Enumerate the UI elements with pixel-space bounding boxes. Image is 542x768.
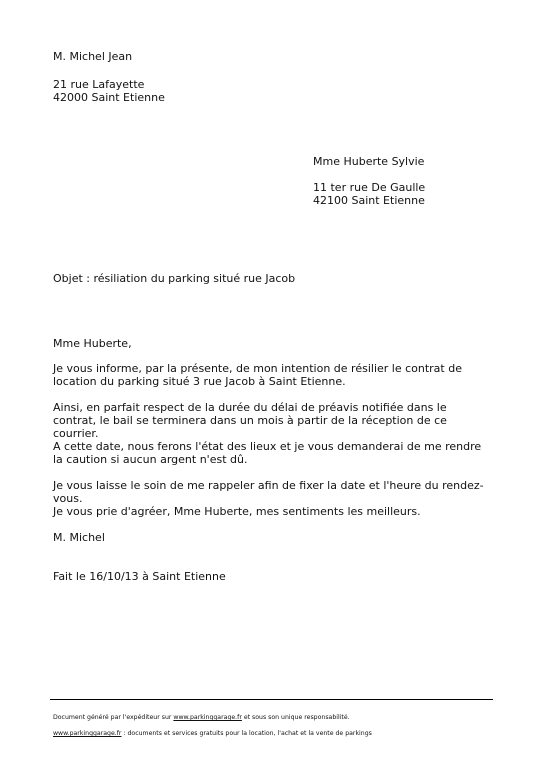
salutation: Mme Huberte, bbox=[53, 337, 132, 350]
recipient-block bbox=[313, 155, 424, 168]
body-paragraph-5: Je vous prie d'agréer, Mme Huberte, mes sentiments les meilleurs. bbox=[53, 505, 421, 518]
footer-link-2[interactable]: www.parkinggarage.fr bbox=[53, 730, 122, 737]
footer-line-1 bbox=[53, 714, 350, 722]
sender-address-line1: 21 rue Lafayette bbox=[53, 78, 145, 91]
footer-line2-suffix: : documents et services gratuits pour la location, l'achat et la vente de parkings bbox=[121, 730, 372, 737]
recipient-address-line2: 42100 Saint Etienne bbox=[313, 194, 425, 207]
body-paragraph-3: A cette date, nous ferons l'état des lieux et je vous demanderai de me rendre la caution si aucun argent n'est dû. bbox=[53, 440, 482, 466]
footer-divider bbox=[50, 699, 493, 700]
body-paragraph-1: Je vous informe, par la présente, de mon intention de résilier le contrat de location du parking situé 3 rue Jacob à Saint Etienne. bbox=[53, 362, 462, 388]
recipient-name: Mme Huberte Sylvie bbox=[313, 155, 425, 168]
sender-name: M. Michel Jean bbox=[53, 50, 133, 63]
recipient-address bbox=[313, 181, 425, 207]
recipient-address-line1: 11 ter rue De Gaulle bbox=[313, 181, 426, 194]
signature: M. Michel bbox=[53, 531, 105, 544]
body-paragraph-4: Je vous laisse le soin de me rappeler afin de fixer la date et l'heure du rendez-vous. bbox=[53, 479, 484, 505]
footer-line1-prefix: Document généré par l'expéditeur sur bbox=[53, 714, 174, 721]
sender-address bbox=[53, 78, 165, 104]
body-paragraph-2: Ainsi, en parfait respect de la durée du délai de préavis notifiée dans le contrat, le bail se terminera dans un mois à partir de la réception de ce courrier. bbox=[53, 401, 447, 440]
footer-line-2 bbox=[53, 730, 372, 738]
subject-line: Objet : résiliation du parking situé rue Jacob bbox=[53, 272, 296, 285]
footer-link-1[interactable]: www.parkinggarage.fr bbox=[173, 714, 242, 721]
footer-line1-suffix: et sous son unique responsabilité. bbox=[241, 714, 350, 721]
sender-block bbox=[53, 50, 132, 63]
sender-address-line2: 42000 Saint Etienne bbox=[53, 91, 165, 104]
place-date: Fait le 16/10/13 à Saint Etienne bbox=[53, 570, 226, 583]
